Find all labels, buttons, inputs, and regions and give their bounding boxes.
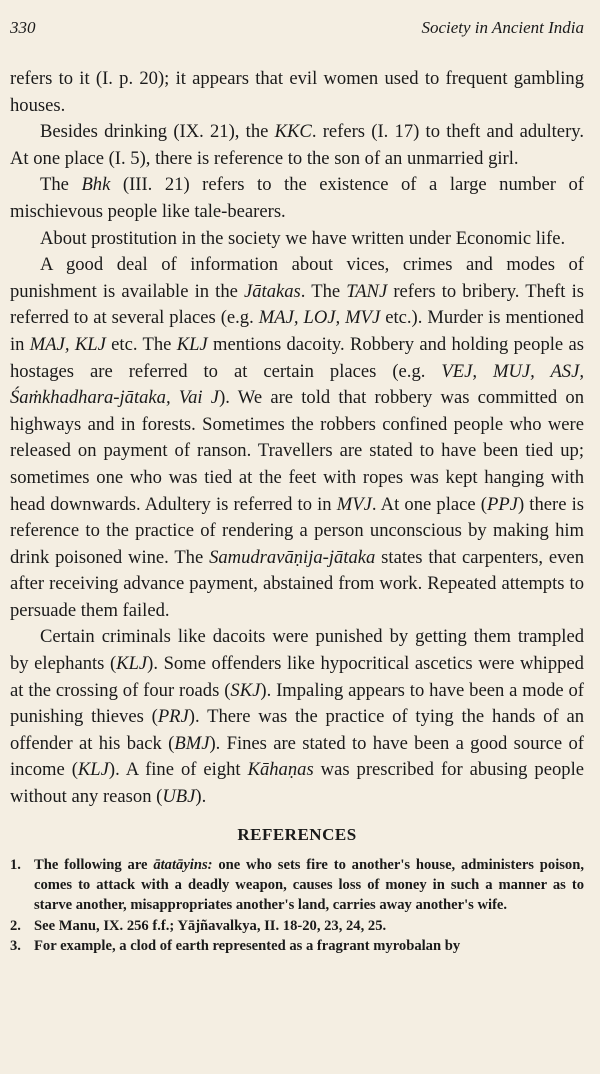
paragraph: Certain criminals like dacoits were punished by getting them trampled by elephants (KLJ). Some offenders like hypocritical ascetics were whipped at the crossing of four roads (SKJ). Impaling appears to have been a mode of punishing thieves (PRJ). There was the practice of tying the hands of an offender at his back (BMJ). Fines are stated to have been a good source of income (KLJ). A fine of eight Kāhaṇas was prescribed for abusing people without any reason (UBJ). <box>10 626 584 808</box>
paragraph: Besides drinking (IX. 21), the KKC. refers (I. 17) to theft and adultery. At one place (I. 5), there is reference to the son of an unmarried girl. <box>10 121 584 169</box>
references-heading: REFERENCES <box>237 824 357 844</box>
paragraph: refers to it (I. p. 20); it appears that evil women used to frequent gambling houses. <box>10 68 584 116</box>
reference-item <box>10 916 584 936</box>
paragraph: A good deal of information about vices, crimes and modes of punishment is available in the Jātakas. The TANJ refers to bribery. Theft is referred to at several places (e.g. MAJ, LOJ, MVJ etc.). Murder is mentioned in MAJ, KLJ etc. The KLJ mentions dacoity. Robbery and holding people as hostages are referred to at certain places (e.g. VEJ, MUJ, ASJ, Śaṁkhadhara-jātaka, Vai J). We are told that robbery was committed on highways and in forests. Sometimes the robbers confined people who were released on payment of ranson. Travellers are stated to have been tied up; sometimes one who was tied at the feet with ropes was kept hanging with head downwards. Adultery is referred to in MVJ. At one place (PPJ) there is reference to the practice of rendering a person unconscious by making him drink poisoned wine. The Samudravāṇija-jātaka states that carpenters, even after receiving advance payment, abstained from work. Repeated attempts to persuade them failed. <box>10 254 584 621</box>
paragraph: About prostitution in the society we have written under Economic life. <box>40 227 566 249</box>
reference-text: For example, a clod of earth represented as a fragrant myrobalan by <box>34 938 461 955</box>
running-title: Society in Ancient India <box>421 18 584 37</box>
references-list <box>10 855 584 957</box>
reference-text: The following are ātatāyins: one who sets fire to another's house, administers poison, comes to attack with a deadly weapon, causes loss of money in such a manner as to starve another, misappropriates another's land, carries away another's wife. <box>34 856 584 914</box>
body-text <box>10 66 584 811</box>
reference-item <box>10 936 584 956</box>
reference-text: See Manu, IX. 256 f.f.; Yājñavalkya, II. 18-20, 23, 24, 25. <box>34 917 387 934</box>
page-number: 330 <box>10 18 36 37</box>
reference-number: 2. <box>10 917 21 934</box>
reference-number: 3. <box>10 938 21 955</box>
page-header <box>10 18 584 44</box>
reference-number: 1. <box>10 856 21 873</box>
paragraph: The Bhk (III. 21) refers to the existence of a large number of mischievous people like tale-bearers. <box>10 174 584 222</box>
reference-item <box>10 855 584 916</box>
